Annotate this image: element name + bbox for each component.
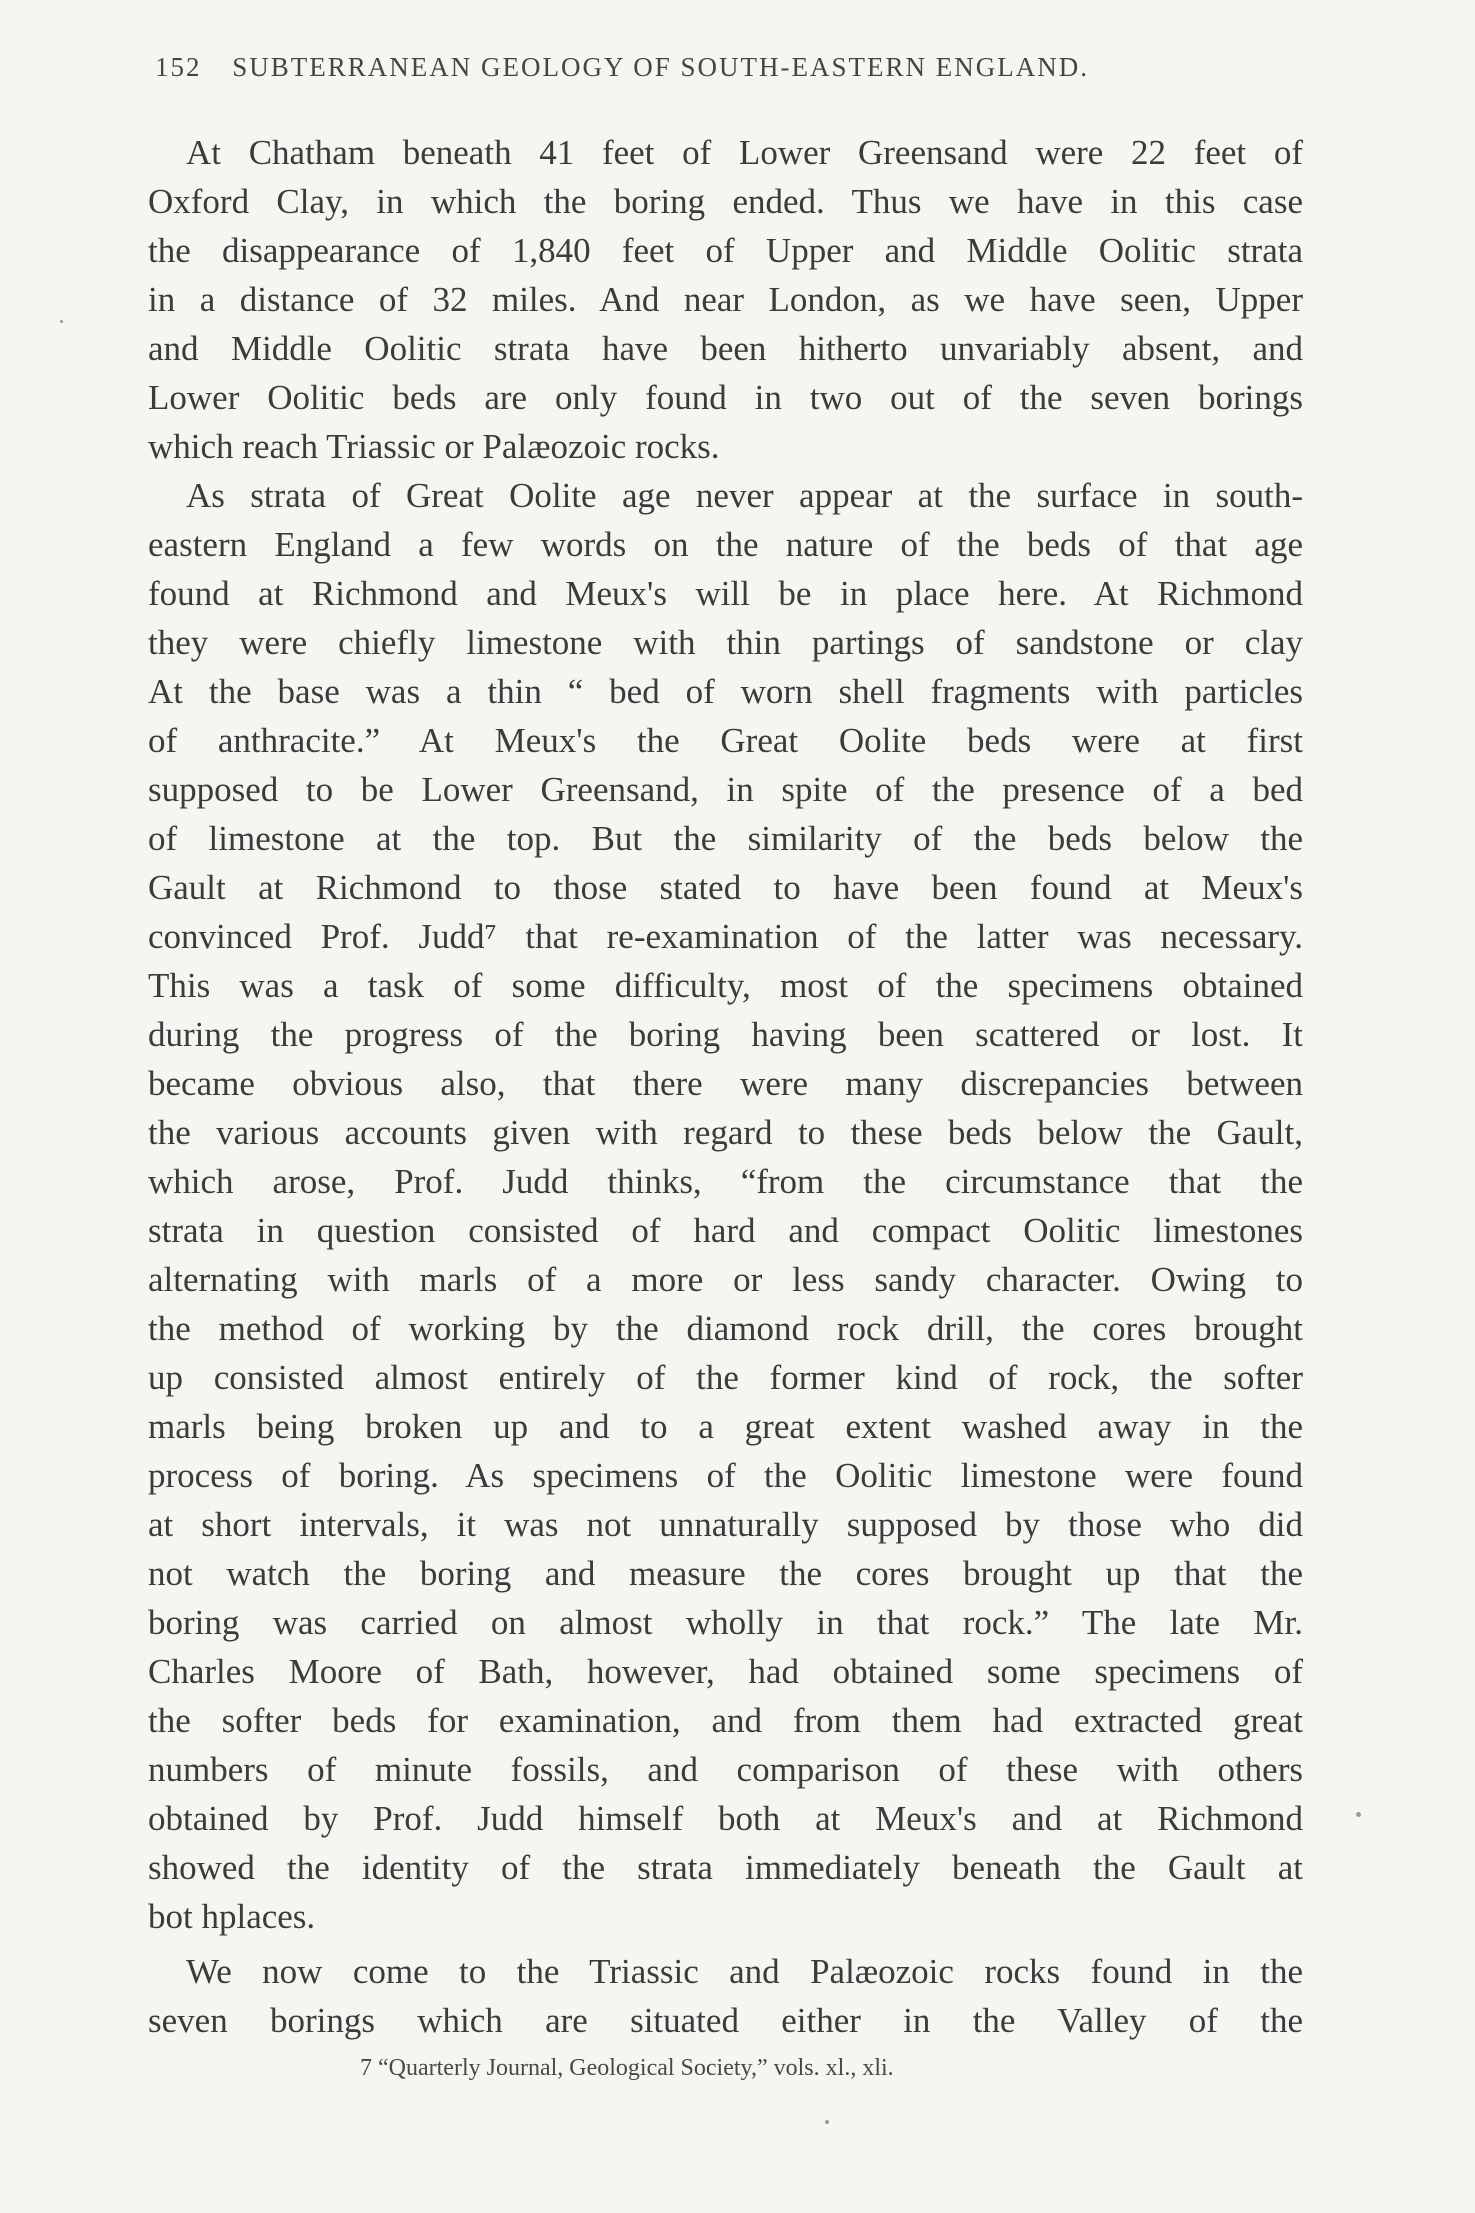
- text-line: which reach Triassic or Palæozoic rocks.: [148, 427, 720, 466]
- print-speck: [60, 320, 63, 323]
- text-line: became obvious also, that there were many discrepancies between: [148, 1064, 1303, 1103]
- print-speck: [1356, 1812, 1361, 1817]
- text-line: of anthracite.” At Meux's the Great Oolite beds were at first: [148, 721, 1303, 760]
- text-line: At Chatham beneath 41 feet of Lower Greensand were 22 feet of: [186, 133, 1303, 172]
- text-line: not watch the boring and measure the cores brought up that the: [148, 1554, 1303, 1593]
- running-head: [155, 52, 1315, 83]
- text-line: the various accounts given with regard to these beds below the Gault,: [148, 1113, 1303, 1152]
- text-line: the softer beds for examination, and from them had extracted great: [148, 1701, 1303, 1740]
- text-line: eastern England a few words on the nature of the beds of that age: [148, 525, 1303, 564]
- text-line: of limestone at the top. But the similarity of the beds below the: [148, 819, 1303, 858]
- text-line: obtained by Prof. Judd himself both at Meux's and at Richmond: [148, 1799, 1303, 1838]
- text-line: they were chiefly limestone with thin partings of sandstone or clay: [148, 623, 1303, 662]
- text-line: during the progress of the boring having been scattered or lost. It: [148, 1015, 1303, 1054]
- text-line: seven borings which are situated either in the Valley of the: [148, 2001, 1303, 2040]
- body-text: [148, 128, 1303, 2045]
- text-line: at short intervals, it was not unnaturally supposed by those who did: [148, 1505, 1303, 1544]
- text-line: supposed to be Lower Greensand, in spite of the presence of a bed: [148, 770, 1303, 809]
- text-line: boring was carried on almost wholly in that rock.” The late Mr.: [148, 1603, 1303, 1642]
- footnote: 7 “Quarterly Journal, Geological Society,” vols. xl., xli.: [360, 2055, 894, 2081]
- text-line: convinced Prof. Judd⁷ that re-examination of the latter was necessary.: [148, 917, 1303, 956]
- text-line: in a distance of 32 miles. And near London, as we have seen, Upper: [148, 280, 1303, 319]
- text-line: marls being broken up and to a great extent washed away in the: [148, 1407, 1303, 1446]
- text-line: which arose, Prof. Judd thinks, “from the circumstance that the: [148, 1162, 1303, 1201]
- text-line: and Middle Oolitic strata have been hitherto unvariably absent, and: [148, 329, 1303, 368]
- text-line: numbers of minute fossils, and comparison of these with others: [148, 1750, 1303, 1789]
- text-line: At the base was a thin “ bed of worn shell fragments with particles: [148, 672, 1303, 711]
- text-line: Charles Moore of Bath, however, had obtained some specimens of: [148, 1652, 1303, 1691]
- print-speck: [825, 2120, 829, 2124]
- text-line: found at Richmond and Meux's will be in place here. At Richmond: [148, 574, 1303, 613]
- text-line: bot hplaces.: [148, 1897, 316, 1936]
- text-line: the disappearance of 1,840 feet of Upper and Middle Oolitic strata: [148, 231, 1303, 270]
- text-line: the method of working by the diamond rock drill, the cores brought: [148, 1309, 1303, 1348]
- text-line: Gault at Richmond to those stated to have been found at Meux's: [148, 868, 1303, 907]
- text-line: strata in question consisted of hard and compact Oolitic limestones: [148, 1211, 1303, 1250]
- text-line: process of boring. As specimens of the Oolitic limestone were found: [148, 1456, 1303, 1495]
- text-line: As strata of Great Oolite age never appear at the surface in south-: [186, 476, 1303, 515]
- text-line: alternating with marls of a more or less sandy character. Owing to: [148, 1260, 1303, 1299]
- text-line: showed the identity of the strata immediately beneath the Gault at: [148, 1848, 1303, 1887]
- page-number: 152: [155, 52, 202, 82]
- text-line: This was a task of some difficulty, most of the specimens obtained: [148, 966, 1303, 1005]
- text-line: Oxford Clay, in which the boring ended. Thus we have in this case: [148, 182, 1303, 221]
- text-line: Lower Oolitic beds are only found in two out of the seven borings: [148, 378, 1303, 417]
- running-head-title: SUBTERRANEAN GEOLOGY OF SOUTH-EASTERN ENGLAND.: [232, 52, 1089, 82]
- text-line: up consisted almost entirely of the former kind of rock, the softer: [148, 1358, 1303, 1397]
- text-line: We now come to the Triassic and Palæozoic rocks found in the: [186, 1952, 1303, 1991]
